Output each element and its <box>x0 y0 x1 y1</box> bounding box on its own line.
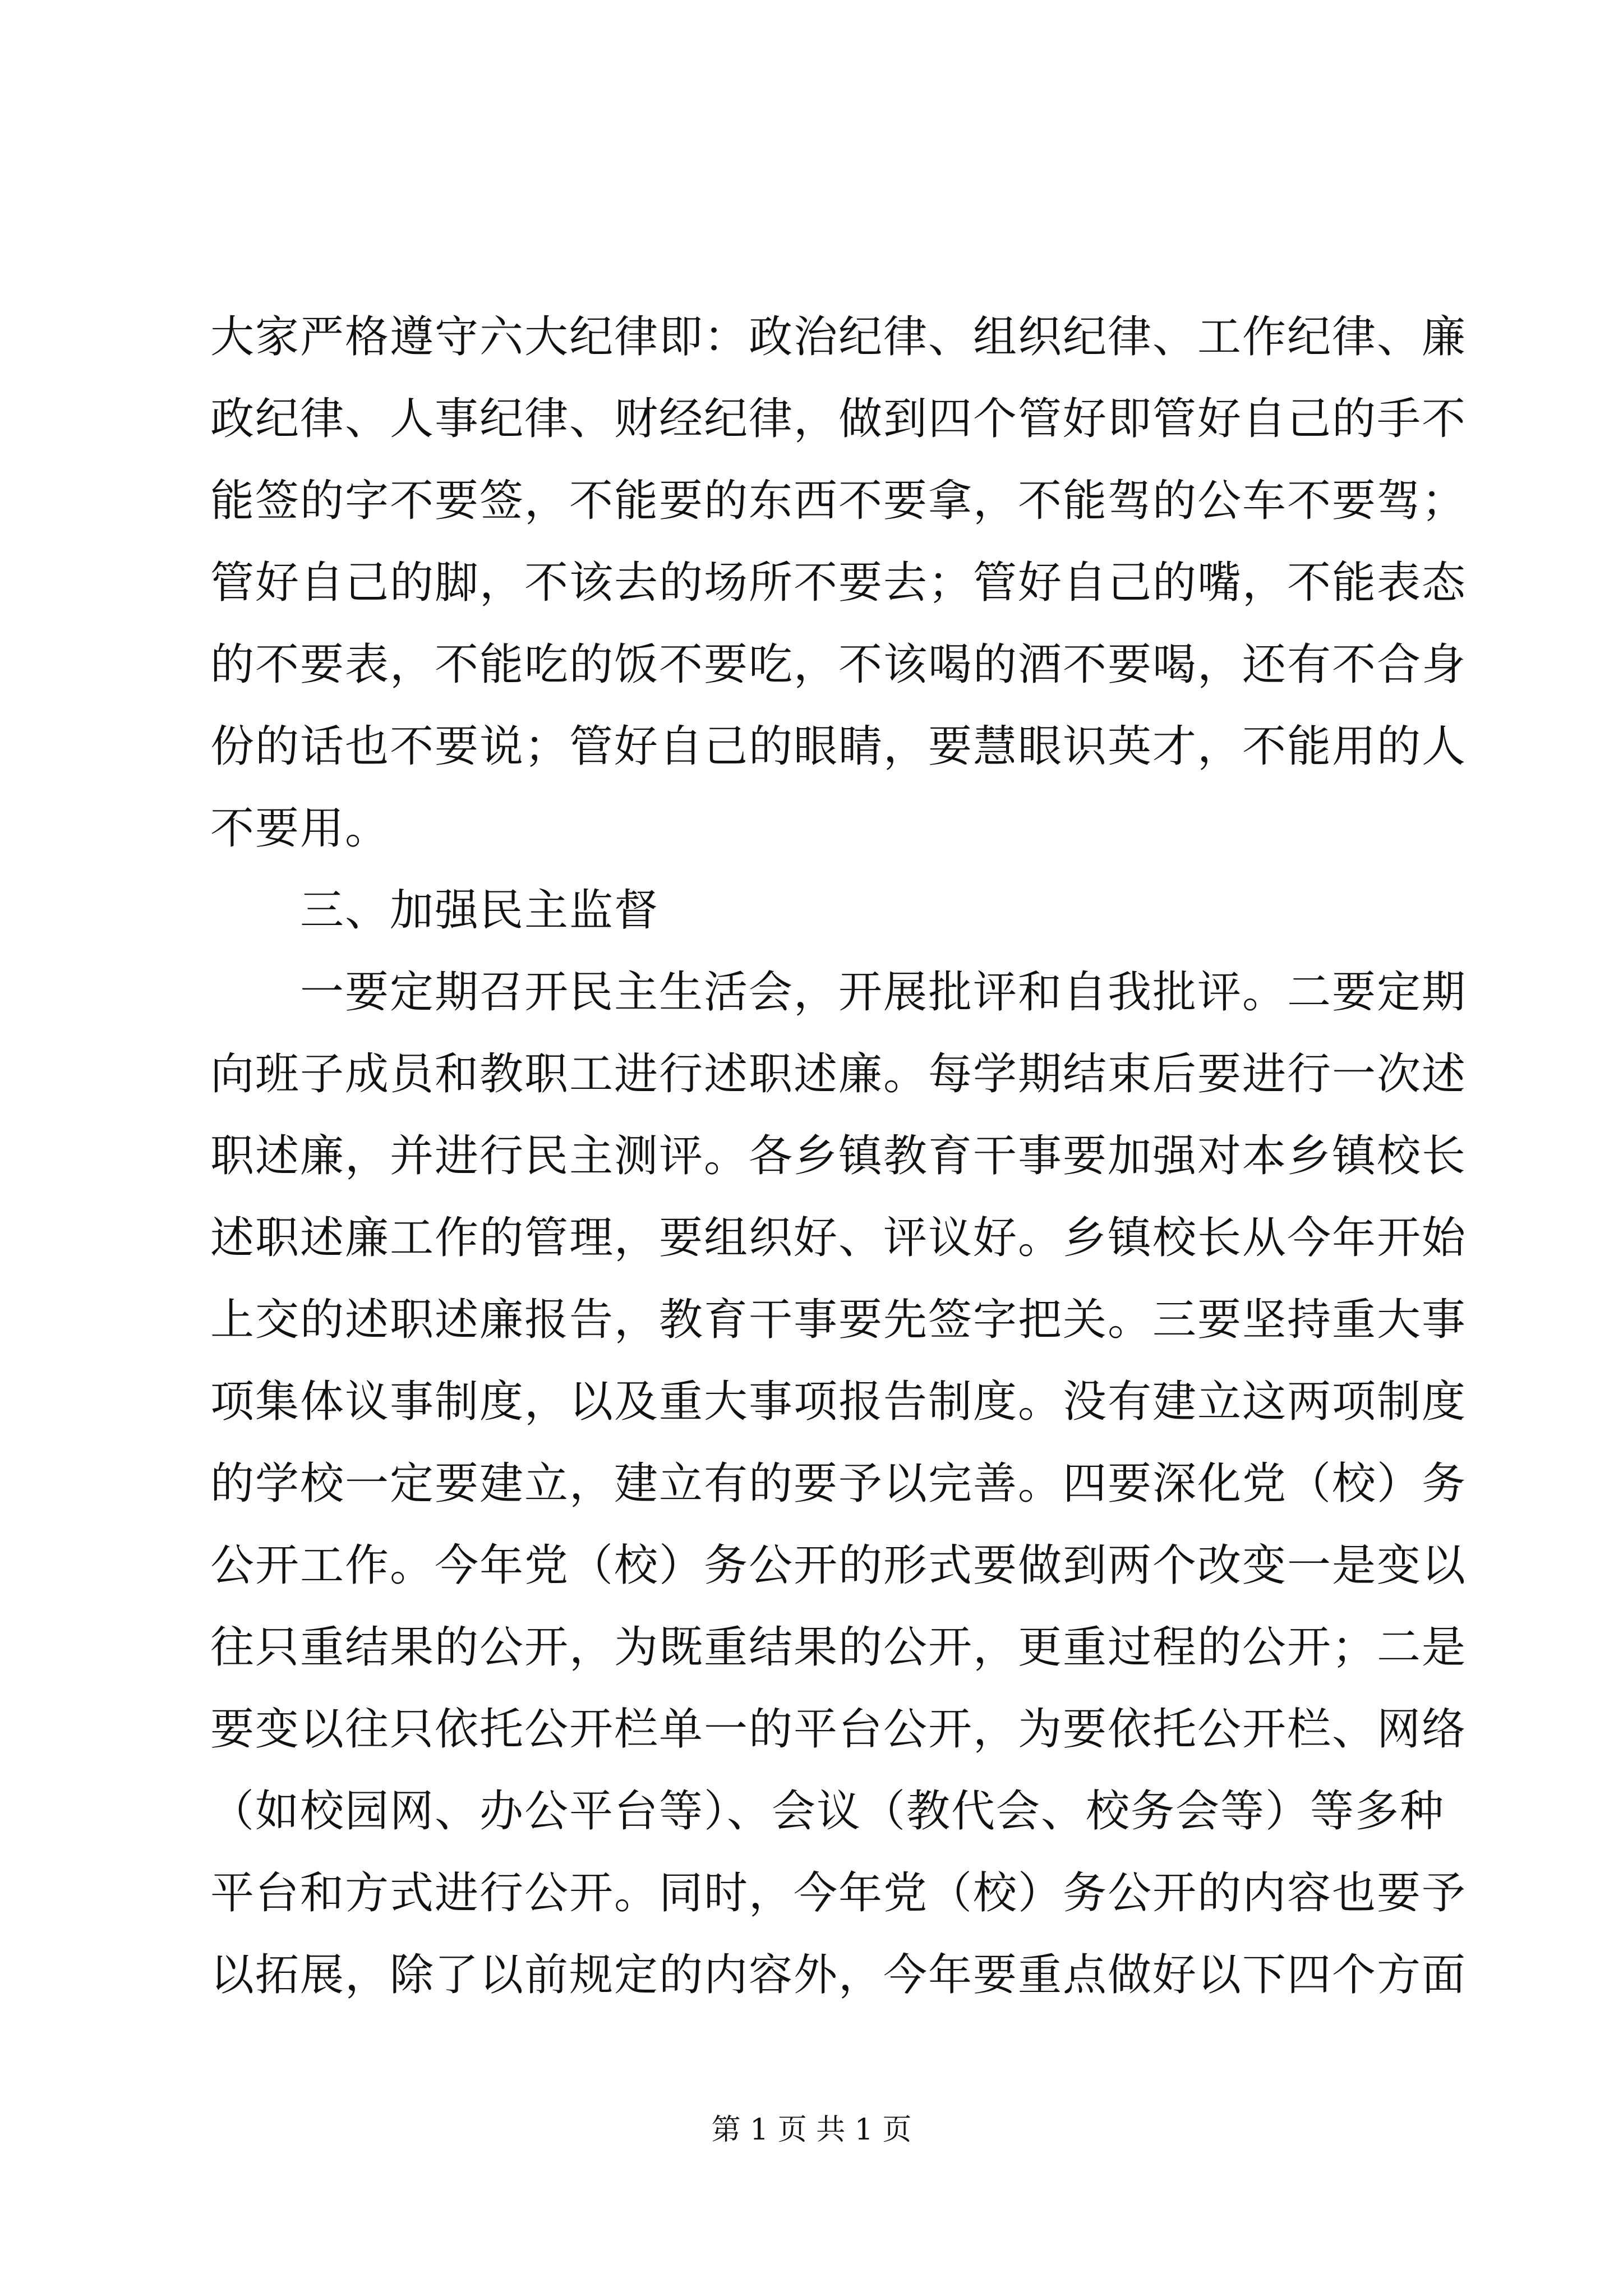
paragraph-2-line: 的学校一定要建立，建立有的要予以完善。四要深化党（校）务 <box>210 1458 1467 1509</box>
paragraph-2-line: 以拓展，除了以前规定的内容外，今年要重点做好以下四个方面 <box>210 1950 1467 2000</box>
paragraph-2-line: 职述廉，并进行民主测评。各乡镇教育干事要加强对本乡镇校长 <box>210 1131 1467 1181</box>
paragraph-2-line: （如校园网、办公平台等）、会议（教代会、校务会等）等多种 <box>210 1786 1445 1837</box>
page-footer <box>0 2110 1623 2150</box>
paragraph-1-line: 大家严格遵守六大纪律即：政治纪律、组织纪律、工作纪律、廉 <box>210 312 1467 362</box>
paragraph-2-line: 往只重结果的公开，为既重结果的公开，更重过程的公开；二是 <box>210 1622 1467 1673</box>
paragraph-2-line: 向班子成员和教职工进行述职述廉。每学期结束后要进行一次述 <box>210 1049 1467 1099</box>
paragraph-1-line: 不要用。 <box>210 803 390 854</box>
page-indicator: 第 1 页 共 1 页 <box>711 2113 912 2147</box>
paragraph-2-line: 一要定期召开民主生活会，开展批评和自我批评。二要定期 <box>300 967 1467 1018</box>
document-body <box>210 296 1467 2016</box>
paragraph-1-line: 管好自己的脚，不该去的场所不要去；管好自己的嘴，不能表态 <box>210 558 1467 608</box>
paragraph-2-line: 述职述廉工作的管理，要组织好、评议好。乡镇校长从今年开始 <box>210 1213 1467 1263</box>
paragraph-2-line: 要变以往只依托公开栏单一的平台公开，为要依托公开栏、网络 <box>210 1704 1467 1755</box>
paragraph-2-line: 项集体议事制度，以及重大事项报告制度。没有建立这两项制度 <box>210 1377 1467 1427</box>
paragraph-2-line: 上交的述职述廉报告，教育干事要先签字把关。三要坚持重大事 <box>210 1295 1467 1345</box>
section-heading: 三、加强民主监督 <box>300 885 660 936</box>
paragraph-1-line: 份的话也不要说；管好自己的眼睛，要慧眼识英才，不能用的人 <box>210 721 1467 772</box>
paragraph-2-line: 公开工作。今年党（校）务公开的形式要做到两个改变一是变以 <box>210 1540 1467 1591</box>
paragraph-1-line: 能签的字不要签，不能要的东西不要拿，不能驾的公车不要驾； <box>210 476 1467 526</box>
paragraph-1-line: 政纪律、人事纪律、财经纪律，做到四个管好即管好自己的手不 <box>210 394 1467 444</box>
paragraph-1-line: 的不要表，不能吃的饭不要吃，不该喝的酒不要喝，还有不合身 <box>210 639 1467 690</box>
paragraph-2-line: 平台和方式进行公开。同时，今年党（校）务公开的内容也要予 <box>210 1868 1467 1918</box>
